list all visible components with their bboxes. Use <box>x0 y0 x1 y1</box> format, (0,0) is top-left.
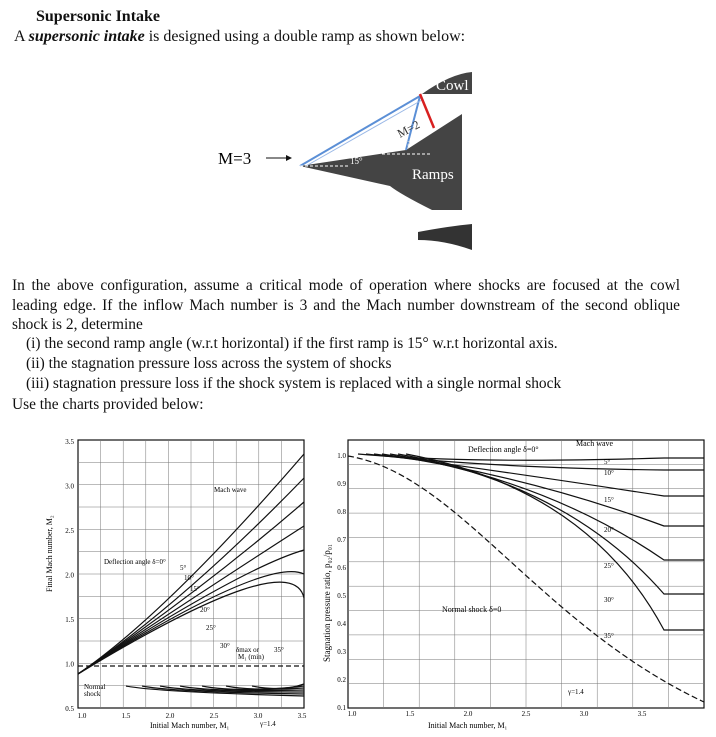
left-ytick: 0.5 <box>65 705 74 713</box>
item-2: (ii) the stagnation pressure loss across the system of shocks <box>26 355 392 372</box>
right-xlabel: Initial Mach number, M₁ <box>428 721 508 730</box>
ramps-label: Ramps <box>412 167 454 183</box>
pressure-curve <box>406 454 704 630</box>
left-xtick: 3.0 <box>253 712 263 720</box>
left-ytick: 1.0 <box>65 660 74 669</box>
left-angle-label: 10° <box>184 574 194 582</box>
left-normal-shock-2: shock <box>84 690 101 698</box>
right-ytick: 0.2 <box>337 676 346 684</box>
right-angle-label: 5° <box>604 458 611 466</box>
mach2-label: M=2 <box>394 117 423 141</box>
left-mach-wave: Mach wave <box>214 486 247 494</box>
intake-diagram <box>200 62 500 262</box>
right-xtick: 1.0 <box>347 710 357 718</box>
left-ytick: 2.5 <box>65 527 74 535</box>
right-gamma: γ=1.4 <box>568 688 584 696</box>
pressure-curve <box>382 454 704 526</box>
angle-label: 15° <box>350 156 363 166</box>
left-ytick: 2.0 <box>65 571 74 580</box>
cowl-label: Cowl <box>436 78 469 94</box>
lower-cowl <box>418 224 472 250</box>
left-angle-label: 5° <box>180 564 187 572</box>
inflow-arrowhead <box>286 155 292 161</box>
right-xtick: 2.5 <box>521 710 531 718</box>
left-angle-label: 35° <box>274 646 284 654</box>
right-xtick: 1.5 <box>405 710 415 718</box>
left-ytick: 3.0 <box>65 482 74 491</box>
right-angle-label: 35° <box>604 632 614 640</box>
right-deflection: Deflection angle δ=0° <box>468 445 539 454</box>
right-angle-label: 20° <box>604 526 614 534</box>
right-ytick: 1.0 <box>337 452 346 460</box>
left-xtick: 1.5 <box>121 712 131 720</box>
closing-text: Use the charts provided below: <box>12 396 204 413</box>
right-ytick: 0.5 <box>337 592 346 600</box>
right-ylabel: Stagnation pressure ratio, p₀₂/p₀₁ <box>322 543 332 662</box>
right-ytick: 0.6 <box>337 564 346 572</box>
left-dmax-2: M₁ (min) <box>238 653 264 661</box>
right-angle-label: 15° <box>604 496 614 504</box>
right-ytick: 0.4 <box>337 620 346 628</box>
left-ytick: 1.5 <box>65 616 74 624</box>
left-xtick: 2.0 <box>165 712 175 720</box>
problem-paragraph: In the above configuration, assume a critical mode of operation where shocks are focused at the cowl leading edge. If the inflow Mach number is 3 and the Mach number downstream of the second oblique shock is 2, determine <box>12 277 680 333</box>
intro-suffix: is designed using a double ramp as shown below: <box>144 28 466 45</box>
pressure-chart <box>318 434 716 734</box>
left-gamma: γ=1.4 <box>260 720 276 728</box>
left-angle-label: 25° <box>206 624 216 632</box>
right-ytick: 0.9 <box>337 480 346 488</box>
intro-text <box>14 28 465 46</box>
intro-prefix: A <box>14 28 29 45</box>
mach-chart <box>30 434 314 734</box>
page-title: Supersonic Intake <box>36 8 161 25</box>
left-xtick: 2.5 <box>209 712 219 720</box>
right-mach-wave: Mach wave <box>576 439 614 448</box>
right-xtick: 3.0 <box>579 710 589 718</box>
right-xtick: 3.5 <box>637 710 647 718</box>
right-ytick: 0.7 <box>337 536 346 544</box>
left-angle-label: 15° <box>190 585 200 593</box>
left-angle-label: 20° <box>200 606 210 614</box>
right-ytick: 0.8 <box>337 508 346 516</box>
intro-term: supersonic intake <box>28 28 145 45</box>
item-1: (i) the second ramp angle (w.r.t horizontal) if the first ramp is 15° w.r.t horizontal axis. <box>26 335 558 352</box>
right-angle-label: 30° <box>604 596 614 604</box>
right-angle-label: 10° <box>604 469 614 477</box>
left-ylabel: Final Mach number, M₂ <box>45 515 54 592</box>
right-normal-shock: Normal shock δ=0 <box>442 605 502 614</box>
inflow-mach-label: M=3 <box>218 149 252 168</box>
left-xlabel: Initial Mach number, M₁ <box>150 721 230 730</box>
right-xtick: 2.0 <box>463 710 473 718</box>
ramp-body <box>300 114 462 210</box>
left-normal-shock-1: Normal <box>84 683 106 691</box>
left-xtick: 3.5 <box>297 712 307 720</box>
right-ytick: 0.3 <box>337 648 346 656</box>
item-3: (iii) stagnation pressure loss if the shock system is replaced with a single normal shock <box>26 375 562 392</box>
left-xtick: 1.0 <box>77 712 87 720</box>
left-deflection: Deflection angle δ=0° <box>104 558 166 566</box>
left-angle-label: 30° <box>220 642 230 650</box>
terminal-shock <box>420 94 434 128</box>
left-ytick: 3.5 <box>65 438 74 446</box>
left-dmax-1: δmax or <box>236 646 259 654</box>
unknown-angle-label: ? <box>406 140 411 151</box>
right-ytick: 0.1 <box>337 704 346 712</box>
right-angle-label: 25° <box>604 562 614 570</box>
